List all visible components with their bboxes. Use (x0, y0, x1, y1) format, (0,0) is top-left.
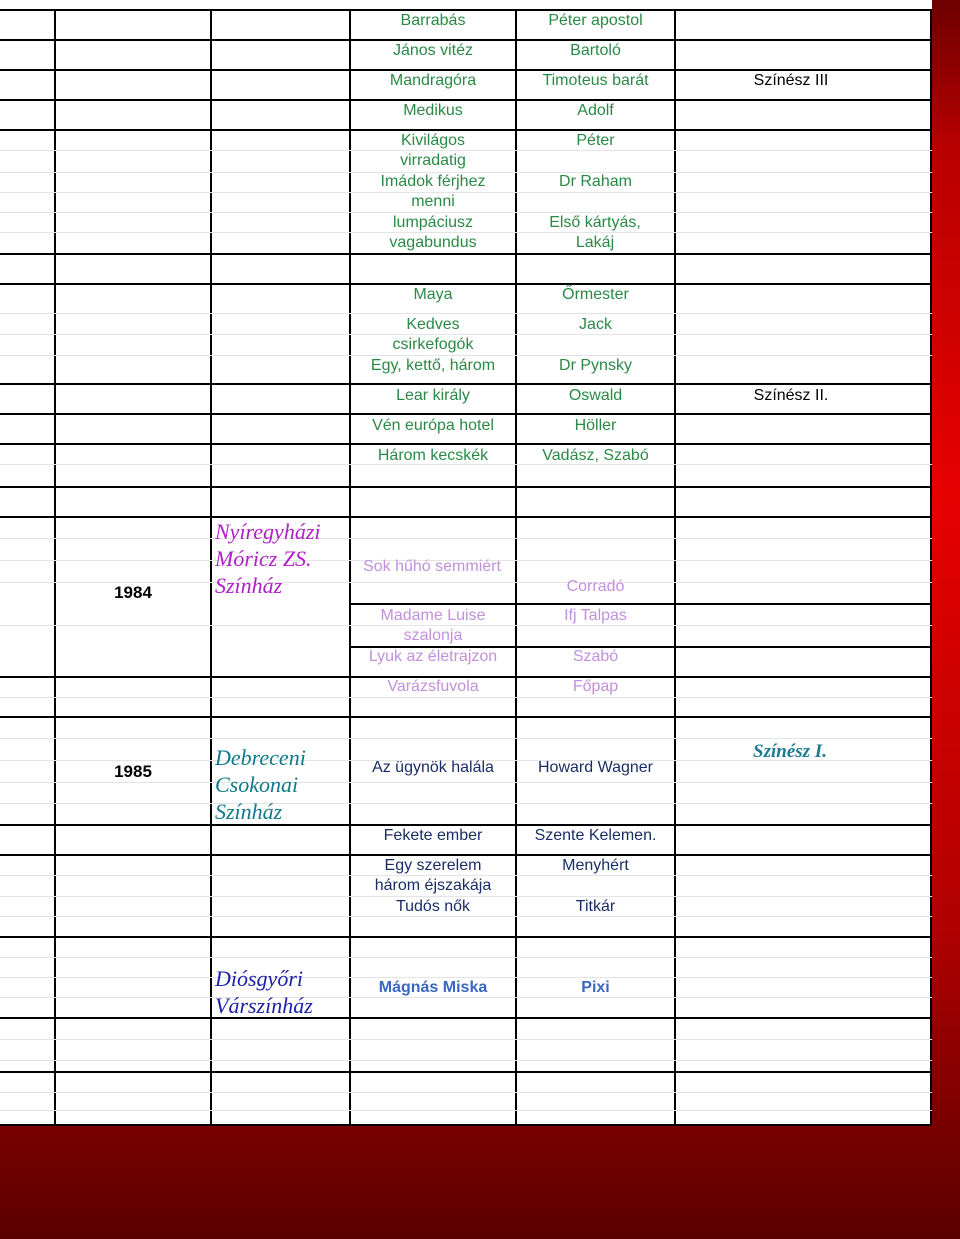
row-divider (0, 1017, 932, 1019)
rank-label: Színész III (753, 72, 829, 89)
col-divider (210, 10, 212, 1126)
year-label: 1985 (114, 762, 152, 781)
theatre-name: Debreceni Csokonai Színház (215, 745, 306, 824)
play-title: Kivilágos virradatig (400, 132, 466, 169)
role-name: Höller (574, 417, 617, 434)
col-divider (54, 10, 56, 1126)
role-name: Főpap (572, 678, 619, 695)
play-title: Lear király (396, 387, 470, 404)
col-divider (930, 10, 932, 1126)
role-name: Timoteus barát (542, 72, 649, 89)
play-title: Kedves csirkefogók (392, 316, 474, 353)
row-divider (349, 603, 932, 605)
play-title: Fekete ember (383, 827, 483, 844)
play-title: János vitéz (392, 42, 474, 59)
role-name: Őrmester (562, 286, 629, 303)
play-title: lumpáciusz vagabundus (389, 214, 477, 251)
role-name: Titkár (575, 898, 616, 915)
col-divider (674, 10, 676, 1126)
row-divider (0, 936, 932, 938)
role-name: Jack (579, 316, 612, 333)
play-title: Egy szerelem három éjszakája (374, 857, 492, 894)
row-divider (0, 443, 932, 445)
row-divider (0, 1124, 932, 1126)
role-name: Corradó (566, 578, 625, 595)
theatre-name: Diósgyőri Várszínház (215, 966, 313, 1018)
faint-gridline (0, 738, 932, 739)
play-title: Varázsfuvola (387, 678, 479, 695)
faint-gridline (0, 957, 932, 958)
faint-gridline (0, 1110, 932, 1111)
role-name: Adolf (577, 102, 614, 119)
play-title: Az ügynök halála (372, 759, 494, 776)
col-divider (349, 10, 351, 1126)
role-name: Oswald (568, 387, 623, 404)
play-title: Maya (413, 286, 453, 303)
role-name: Ifj Talpas (564, 607, 627, 624)
play-title: Mandragóra (389, 72, 477, 89)
theatre-name: Nyíregyházi Móricz ZS. Színház (215, 519, 321, 598)
row-divider (0, 383, 932, 385)
play-title: Madame Luise szalonja (380, 607, 486, 644)
role-name: Dr Raham (559, 173, 632, 190)
row-divider (0, 413, 932, 415)
role-name: Menyhért (562, 857, 629, 874)
faint-gridline (0, 1092, 932, 1093)
play-title: Sok hűhó semmiért (363, 558, 501, 575)
role-name: Péter apostol (548, 12, 643, 29)
year-label: 1984 (114, 583, 152, 602)
row-divider (0, 486, 932, 488)
play-title: Lyuk az életrajzon (368, 648, 498, 665)
play-title: Tudós nők (395, 898, 471, 915)
role-name: Howard Wagner (537, 759, 653, 776)
rank-label: Színész II. (753, 387, 829, 404)
rank-label: Színész I. (753, 741, 827, 762)
role-name: Bartoló (570, 42, 621, 59)
play-title: Imádok férjhez menni (380, 173, 486, 210)
role-name: Vadász, Szabó (542, 447, 649, 464)
row-divider (0, 253, 932, 255)
faint-gridline (0, 1060, 932, 1061)
row-divider (0, 716, 932, 718)
play-title: Barrabás (400, 12, 466, 29)
faint-gridline (0, 538, 932, 539)
faint-gridline (0, 803, 932, 804)
play-title: Három kecskék (377, 447, 489, 464)
play-title: Vén európa hotel (372, 417, 494, 434)
role-name: Pixi (581, 979, 610, 996)
play-title: Medikus (403, 102, 463, 119)
role-name: Szabó (572, 648, 619, 665)
role-name: Szente Kelemen. (534, 827, 657, 844)
play-title: Egy, kettő, három (370, 357, 496, 374)
play-title: Mágnás Miska (378, 979, 488, 996)
faint-gridline (0, 1039, 932, 1040)
faint-gridline (0, 697, 932, 698)
faint-gridline (0, 313, 932, 314)
role-name: Péter (576, 132, 615, 149)
row-divider (0, 516, 932, 518)
role-name: Dr Pynsky (559, 357, 632, 374)
row-divider (0, 1071, 932, 1073)
faint-gridline (0, 782, 932, 783)
role-name: Első kártyás, Lakáj (549, 214, 641, 251)
